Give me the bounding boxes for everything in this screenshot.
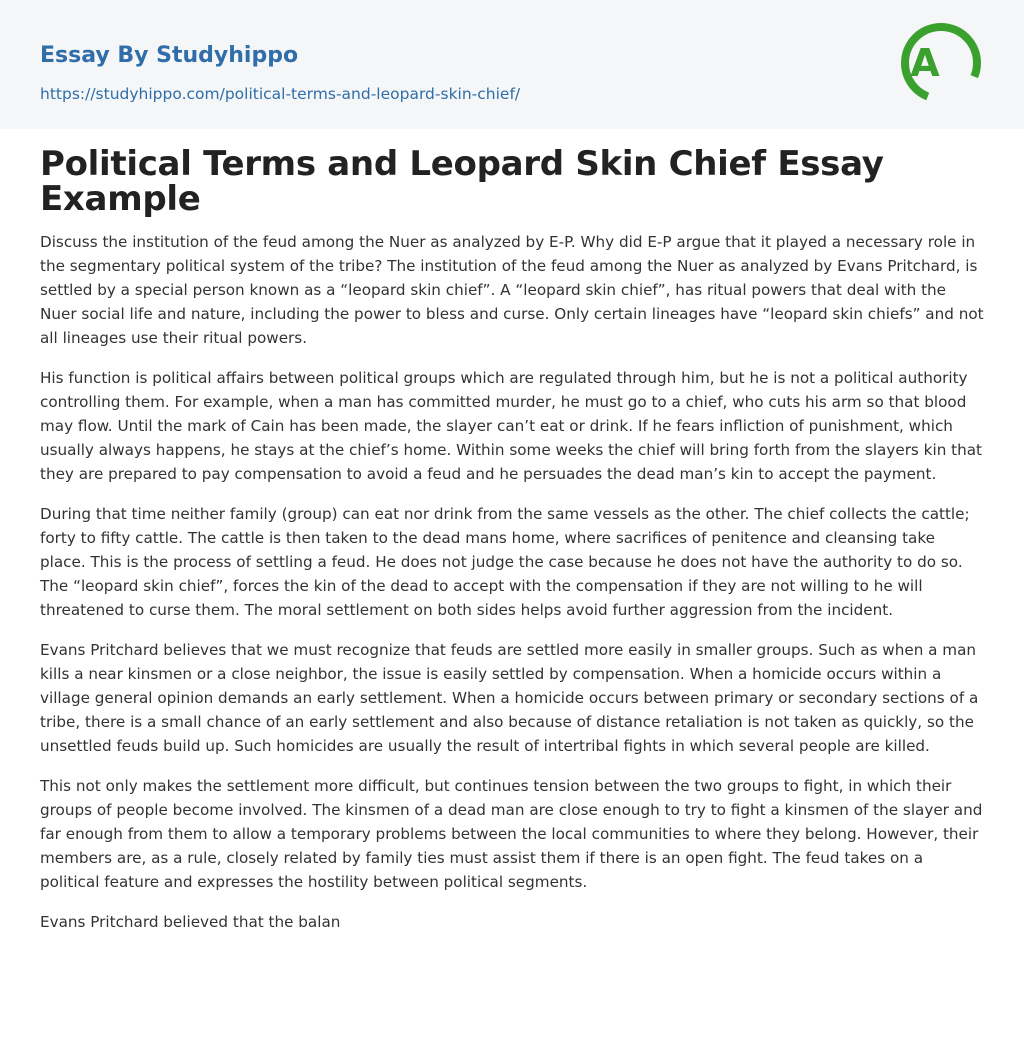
article-title: Political Terms and Leopard Skin Chief Essay Example bbox=[40, 144, 884, 219]
article-paragraph: During that time neither family (group) can eat nor drink from the same vessels as the other. The chief collects the cattle; forty to fifty cattle. The cattle is then taken to the dead mans home, where sacrifices of penitence and cleansing take place. This is the process of settling a feud. He does not judge the case because he does not have the authority to do so. The “leopard skin chief”, forces the kin of the dead to accept with the compensation if they are not willing to he will threatened to curse them. The moral settlement on both sides helps avoid further aggression from the incident. bbox=[40, 505, 970, 619]
page-url-link[interactable]: https://studyhippo.com/political-terms-and-leopard-skin-chief/ bbox=[40, 85, 521, 103]
article-paragraph: Evans Pritchard believes that we must recognize that feuds are settled more easily in smaller groups. Such as when a man kills a near kinsmen or a close neighbor, the issue is easily settled by compensation. When a homicide occurs within a village general opinion demands an early settlement. When a homicide occurs between primary or secondary sections of a tribe, there is a small chance of an early settlement and also because of distance retaliation is not taken as quickly, so the unsettled feuds build up. Such homicides are usually the result of intertribal fights in which several people are killed. bbox=[40, 641, 979, 755]
article-paragraph: His function is political affairs between political groups which are regulated through him, but he is not a political authority controlling them. For example, when a man has committed murder, he must go to a chief, who cuts his arm so that blood may flow. Until the mark of Cain has been made, the slayer can’t eat or drink. If he fears infliction of punishment, which usually always happens, he stays at the chief’s home. Within some weeks the chief will bring forth from the slayers kin that they are prepared to pay compensation to avoid a feud and he persuades the dead man’s kin to accept the payment. bbox=[40, 369, 982, 483]
studyhippo-logo-icon[interactable] bbox=[898, 20, 984, 106]
site-title[interactable]: Essay By Studyhippo bbox=[40, 43, 299, 68]
logo-letter: A bbox=[910, 41, 940, 85]
site-header bbox=[0, 0, 1024, 129]
article-paragraph: Discuss the institution of the feud among the Nuer as analyzed by E-P. Why did E-P argue that it played a necessary role in the segmentary political system of the tribe? The institution of the feud among the Nuer as analyzed by Evans Pritchard, is settled by a special person known as a “leopard skin chief”. A “leopard skin chief”, has ritual powers that deal with the Nuer social life and nature, including the power to bless and curse. Only certain lineages have “leopard skin chiefs” and not all lineages use their ritual powers. bbox=[40, 233, 984, 347]
article-paragraph: This not only makes the settlement more difficult, but continues tension between the two groups to fight, in which their groups of people become involved. The kinsmen of a dead man are close enough to try to fight a kinsmen of the slayer and far enough from them to allow a temporary problems between the local communities to where they belong. However, their members are, as a rule, closely related by family ties must assist them if there is an open fight. The feud takes on a political feature and expresses the hostility between political segments. bbox=[40, 777, 983, 891]
article bbox=[0, 129, 1024, 934]
article-paragraph: Evans Pritchard believed that the balan bbox=[40, 913, 341, 931]
